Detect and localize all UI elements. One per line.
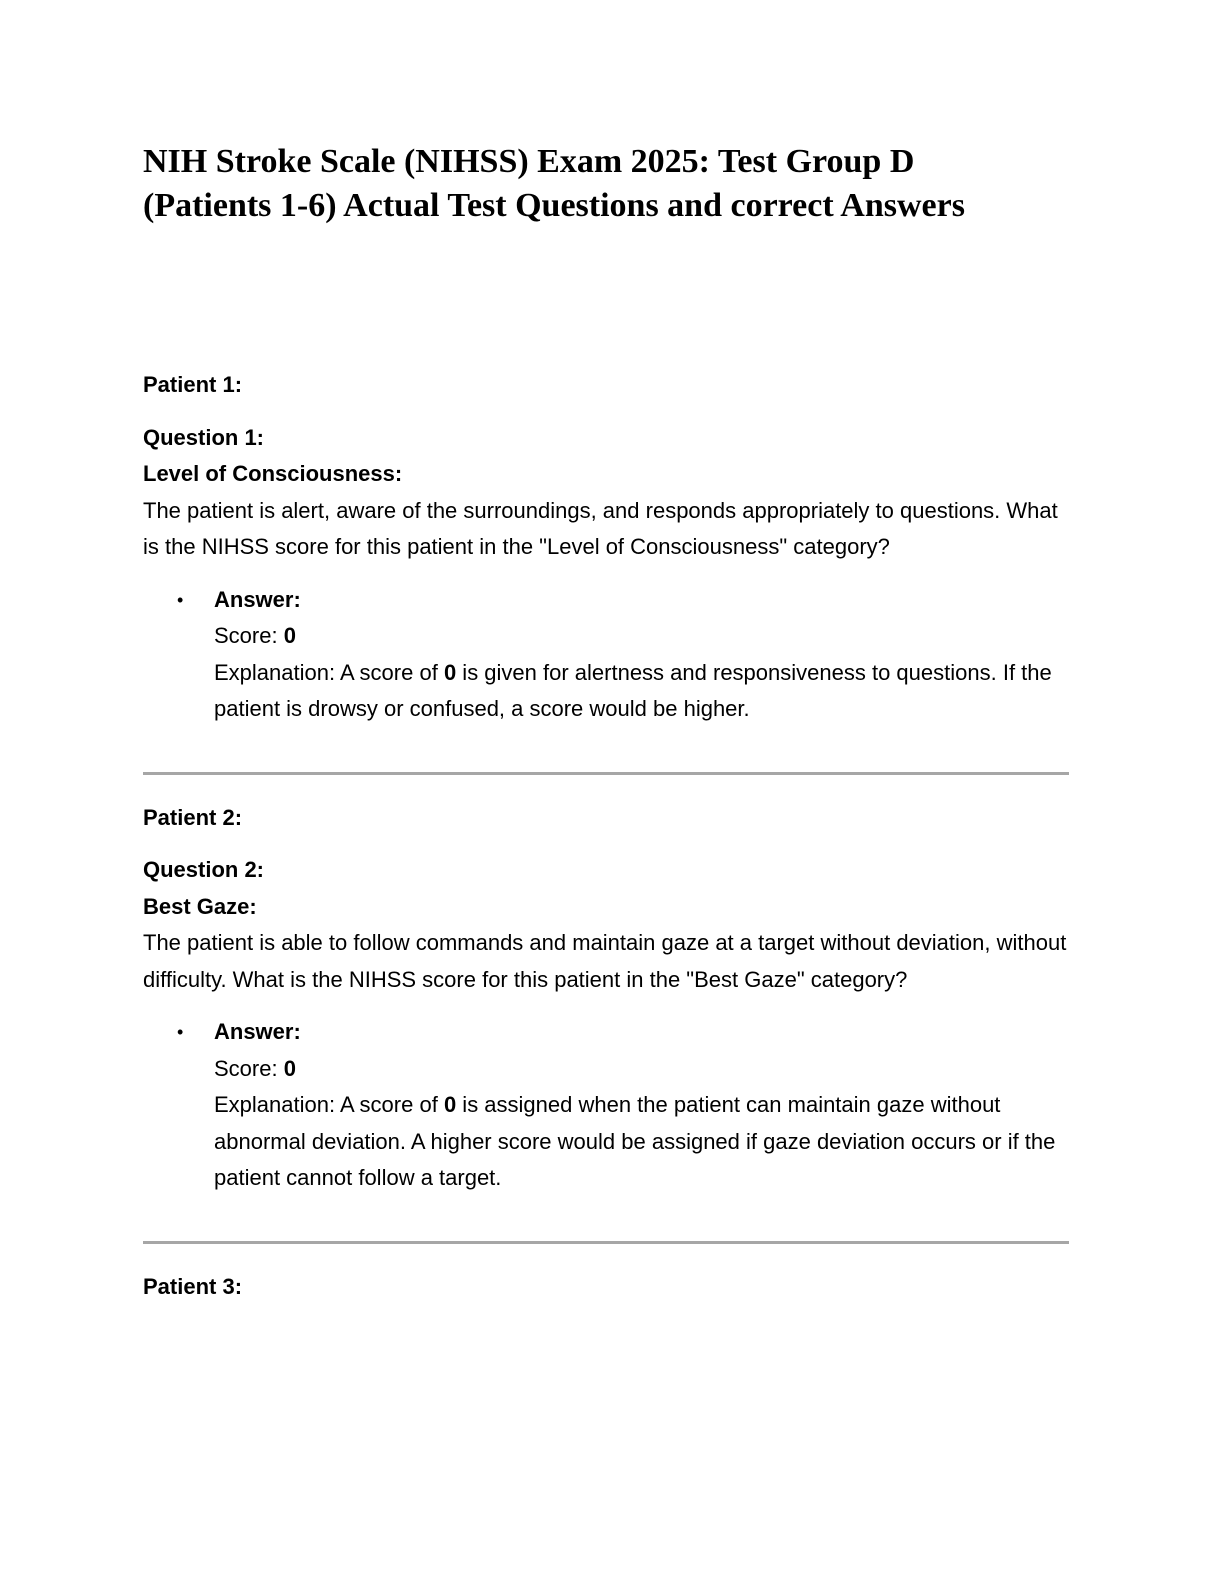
explanation-text [214,655,1073,728]
document-page [143,140,1073,1321]
question-label: Question 1: [143,424,265,450]
explanation-prefix: Explanation: A score of [214,659,444,685]
question-text: The patient is able to follow commands and maintain gaze at a target without deviation, without difficulty. What is the NIHSS score for this patient in the "Best Gaze" category? [143,930,1067,992]
explanation-prefix: Explanation: A score of [214,1092,444,1117]
answer-label: Answer: [214,586,301,612]
category-label: Level of Consciousness: [143,461,403,486]
explanation-rest: is given for alertness and responsiveness to questions. If the patient is drowsy or confused, a score would be higher. [214,659,1052,721]
answer-item [143,1014,1073,1197]
answer-item [143,582,1073,728]
score-value: 0 [283,623,296,648]
bullet-icon: • [177,589,184,610]
answer-list [143,582,1073,728]
patient-label: Patient 1: [143,372,243,397]
explanation-score: 0 [443,1092,457,1117]
question-text: The patient is alert, aware of the surroundings, and responds appropriately to questions. What is the NIHSS score for this patient in the "Level of Consciousness" category? [143,497,1058,559]
section-divider [143,1241,1069,1244]
document-title [143,140,1073,228]
title-line-1: NIH Stroke Scale (NIHSS) Exam 2025: Test Group D [143,143,915,180]
score-value: 0 [283,1055,296,1081]
answer-label: Answer: [214,1019,301,1044]
patient-section-2 [143,800,1073,1197]
answer-list [143,1014,1073,1197]
explanation-score: 0 [443,659,457,685]
score-line [214,1051,1073,1088]
score-line [214,618,1073,655]
title-line-2: (Patients 1-6) Actual Test Questions and correct Answers [143,187,965,224]
score-prefix: Score: [214,1055,284,1081]
patient-section-1 [143,367,1073,728]
patient-label: Patient 3: [143,1273,243,1299]
question-label: Question 2: [143,857,265,882]
explanation-rest: is assigned when the patient can maintain gaze without abnormal deviation. A higher score would be assigned if gaze deviation occurs or if the patient cannot follow a target. [214,1092,1056,1190]
explanation-text [214,1087,1073,1197]
patient-label: Patient 2: [143,804,243,830]
patient-section-3 [143,1269,1073,1306]
section-divider [143,772,1069,775]
score-prefix: Score: [214,623,284,648]
category-label: Best Gaze: [143,893,257,919]
bullet-icon: • [177,1022,184,1042]
